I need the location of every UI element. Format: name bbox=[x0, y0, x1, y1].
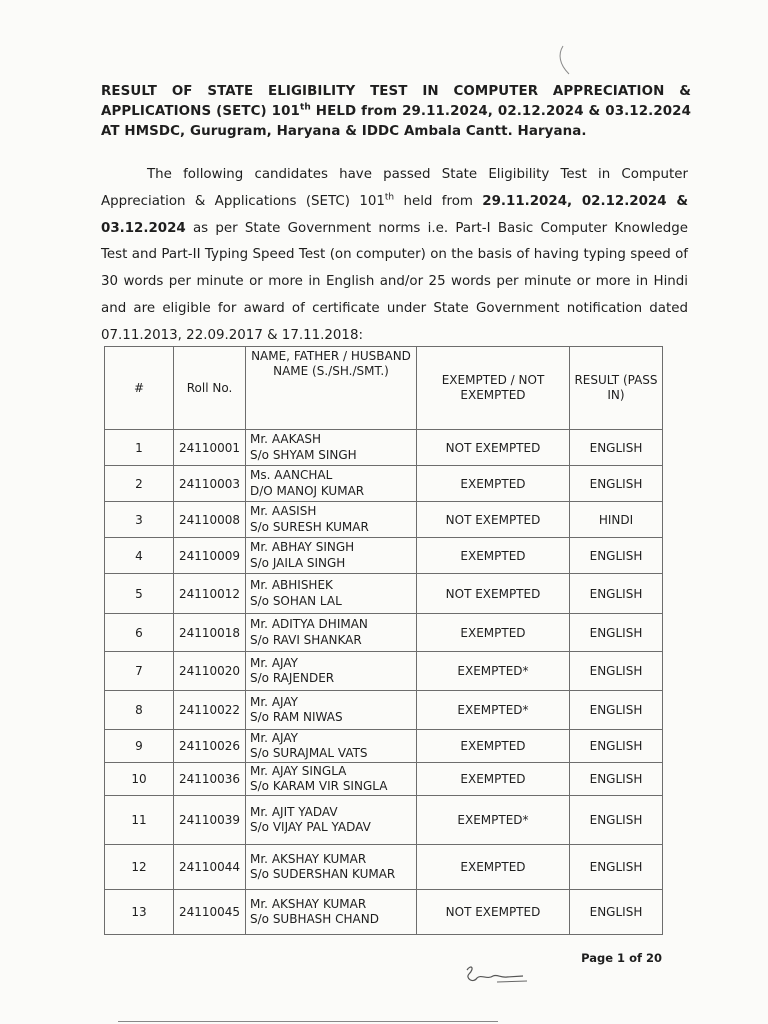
header-name: NAME, FATHER / HUSBAND NAME (S./SH./SMT.) bbox=[246, 347, 417, 430]
page-number bbox=[581, 951, 662, 965]
exempt-status: EXEMPTED bbox=[417, 763, 570, 796]
row-num: 5 bbox=[105, 574, 174, 614]
row-num: 6 bbox=[105, 614, 174, 652]
roll-number: 24110045 bbox=[174, 890, 246, 935]
heading-part1: RESULT OF STATE ELIGIBILITY TEST IN COMPUTER APPRECIATION & APPLICATIONS (SETC) 101 bbox=[101, 84, 691, 119]
candidate-relation: S/o VIJAY PAL YADAV bbox=[250, 820, 371, 834]
table-row bbox=[105, 890, 663, 935]
candidate-name-cell bbox=[246, 890, 417, 935]
row-num: 2 bbox=[105, 466, 174, 502]
table-row bbox=[105, 845, 663, 890]
table-row bbox=[105, 796, 663, 845]
table-row bbox=[105, 466, 663, 502]
candidate-name-cell bbox=[246, 691, 417, 730]
table-row bbox=[105, 652, 663, 691]
result-language: ENGLISH bbox=[570, 430, 663, 466]
candidate-relation: S/o SOHAN LAL bbox=[250, 593, 342, 608]
exempt-status: EXEMPTED* bbox=[417, 796, 570, 845]
table-row bbox=[105, 691, 663, 730]
roll-number: 24110044 bbox=[174, 845, 246, 890]
candidate-name-cell bbox=[246, 502, 417, 538]
candidate-name: Mr. ABHAY SINGH bbox=[250, 540, 355, 554]
result-language: ENGLISH bbox=[570, 845, 663, 890]
candidate-relation: S/o RAVI SHANKAR bbox=[250, 632, 362, 647]
row-num: 13 bbox=[105, 890, 174, 935]
roll-number: 24110001 bbox=[174, 430, 246, 466]
results-table bbox=[104, 346, 663, 935]
intro-paragraph bbox=[101, 162, 688, 350]
candidate-relation: S/o SURAJMAL VATS bbox=[250, 746, 368, 760]
row-num: 3 bbox=[105, 502, 174, 538]
table-header-row bbox=[105, 347, 663, 430]
heading-part2: HELD from 29.11.2024, 02.12.2024 & 03.12.2024 AT HMSDC, Gurugram, Haryana & IDDC Ambala Cantt. Haryana. bbox=[101, 104, 691, 139]
candidate-name-cell bbox=[246, 466, 417, 502]
roll-number: 24110012 bbox=[174, 574, 246, 614]
row-num: 1 bbox=[105, 430, 174, 466]
exempt-status: EXEMPTED bbox=[417, 538, 570, 574]
row-num: 8 bbox=[105, 691, 174, 730]
row-num: 9 bbox=[105, 730, 174, 763]
candidate-name-cell bbox=[246, 430, 417, 466]
result-language: ENGLISH bbox=[570, 574, 663, 614]
candidate-name: Mr. AJAY bbox=[250, 730, 298, 745]
roll-number: 24110039 bbox=[174, 796, 246, 845]
row-num: 7 bbox=[105, 652, 174, 691]
candidate-name: Mr. AKSHAY KUMAR bbox=[250, 851, 367, 866]
candidate-relation: S/o SUDERSHAN KUMAR bbox=[250, 867, 396, 881]
exempt-status: NOT EXEMPTED bbox=[417, 502, 570, 538]
candidate-name-cell bbox=[246, 538, 417, 574]
candidate-name: Ms. AANCHAL bbox=[250, 468, 333, 482]
table-row bbox=[105, 502, 663, 538]
page-total: 20 bbox=[645, 951, 662, 965]
candidate-relation: S/o RAJENDER bbox=[250, 671, 335, 685]
intro-part1: The following candidates have passed State Eligibility Test in Computer Appreciation & Applications (SETC) 101 bbox=[101, 167, 688, 209]
roll-number: 24110008 bbox=[174, 502, 246, 538]
roll-number: 24110036 bbox=[174, 763, 246, 796]
candidate-name: Mr. AKSHAY KUMAR bbox=[250, 896, 367, 911]
candidate-relation: S/o SHYAM SINGH bbox=[250, 447, 357, 462]
exempt-status: EXEMPTED* bbox=[417, 652, 570, 691]
candidate-name-cell bbox=[246, 574, 417, 614]
bottom-edge-line bbox=[118, 1021, 498, 1022]
header-exempt: EXEMPTED / NOT EXEMPTED bbox=[417, 347, 570, 430]
roll-number: 24110009 bbox=[174, 538, 246, 574]
candidate-name-cell bbox=[246, 730, 417, 763]
intro-sup: th bbox=[384, 192, 395, 203]
result-language: ENGLISH bbox=[570, 466, 663, 502]
result-language: ENGLISH bbox=[570, 730, 663, 763]
result-language: ENGLISH bbox=[570, 652, 663, 691]
candidate-name: Mr. ADITYA DHIMAN bbox=[250, 617, 368, 631]
header-roll: Roll No. bbox=[174, 347, 246, 430]
candidate-relation: S/o JAILA SINGH bbox=[250, 555, 346, 570]
result-language: HINDI bbox=[570, 502, 663, 538]
exempt-status: EXEMPTED* bbox=[417, 691, 570, 730]
intro-part3: as per State Government norms i.e. Part-I Basic Computer Knowledge Test and Part-II Typing Speed Test (on computer) on the basis of having typing speed of 30 words per minute or more in English and/or 25 words per minute or more in Hindi and are eligible for award of certificate under State Government notification dated 07.11.2013, 22.09.2017 & 17.11.2018: bbox=[101, 220, 688, 343]
table-row bbox=[105, 763, 663, 796]
candidate-name: Mr. AASISH bbox=[250, 504, 317, 518]
candidate-relation: S/o RAM NIWAS bbox=[250, 710, 343, 724]
signature bbox=[457, 962, 537, 992]
candidate-relation: S/o KARAM VIR SINGLA bbox=[250, 779, 388, 793]
page-label: Page bbox=[581, 951, 618, 965]
candidate-name-cell bbox=[246, 796, 417, 845]
candidate-name-cell bbox=[246, 652, 417, 691]
result-language: ENGLISH bbox=[570, 691, 663, 730]
candidate-name-cell bbox=[246, 763, 417, 796]
table-row bbox=[105, 538, 663, 574]
roll-number: 24110020 bbox=[174, 652, 246, 691]
result-language: ENGLISH bbox=[570, 763, 663, 796]
table-row bbox=[105, 430, 663, 466]
header-num: # bbox=[105, 347, 174, 430]
scan-mark bbox=[555, 44, 575, 84]
roll-number: 24110022 bbox=[174, 691, 246, 730]
intro-dates: 29.11.2024, 02.12.2024 & 03.12.2024 bbox=[101, 193, 688, 236]
roll-number: 24110026 bbox=[174, 730, 246, 763]
roll-number: 24110003 bbox=[174, 466, 246, 502]
header-result: RESULT (PASS IN) bbox=[570, 347, 663, 430]
exempt-status: NOT EXEMPTED bbox=[417, 574, 570, 614]
candidate-name: Mr. AJAY bbox=[250, 655, 298, 670]
exempt-status: NOT EXEMPTED bbox=[417, 890, 570, 935]
exempt-status: EXEMPTED bbox=[417, 845, 570, 890]
result-language: ENGLISH bbox=[570, 890, 663, 935]
table-row bbox=[105, 614, 663, 652]
page-current: 1 bbox=[617, 951, 626, 965]
candidate-name: Mr. AJAY bbox=[250, 694, 298, 709]
result-language: ENGLISH bbox=[570, 538, 663, 574]
document-heading bbox=[101, 82, 691, 142]
candidate-relation: D/O MANOJ KUMAR bbox=[250, 483, 365, 498]
result-language: ENGLISH bbox=[570, 796, 663, 845]
intro-part2: held from bbox=[394, 193, 483, 209]
exempt-status: EXEMPTED bbox=[417, 730, 570, 763]
candidate-relation: S/o SUBHASH CHAND bbox=[250, 912, 379, 926]
candidate-name-cell bbox=[246, 614, 417, 652]
candidate-name: Mr. AJIT YADAV bbox=[250, 804, 338, 819]
row-num: 10 bbox=[105, 763, 174, 796]
candidate-name: Mr. ABHISHEK bbox=[250, 578, 333, 592]
result-language: ENGLISH bbox=[570, 614, 663, 652]
page-of: of bbox=[625, 951, 646, 965]
row-num: 11 bbox=[105, 796, 174, 845]
exempt-status: EXEMPTED bbox=[417, 466, 570, 502]
exempt-status: NOT EXEMPTED bbox=[417, 430, 570, 466]
candidate-name-cell bbox=[246, 845, 417, 890]
candidate-relation: S/o SURESH KUMAR bbox=[250, 519, 369, 534]
exempt-status: EXEMPTED bbox=[417, 614, 570, 652]
table-row bbox=[105, 574, 663, 614]
roll-number: 24110018 bbox=[174, 614, 246, 652]
heading-sup: th bbox=[299, 102, 311, 113]
row-num: 4 bbox=[105, 538, 174, 574]
table-row bbox=[105, 730, 663, 763]
row-num: 12 bbox=[105, 845, 174, 890]
candidate-name: Mr. AJAY SINGLA bbox=[250, 763, 347, 778]
candidate-name: Mr. AAKASH bbox=[250, 432, 322, 446]
